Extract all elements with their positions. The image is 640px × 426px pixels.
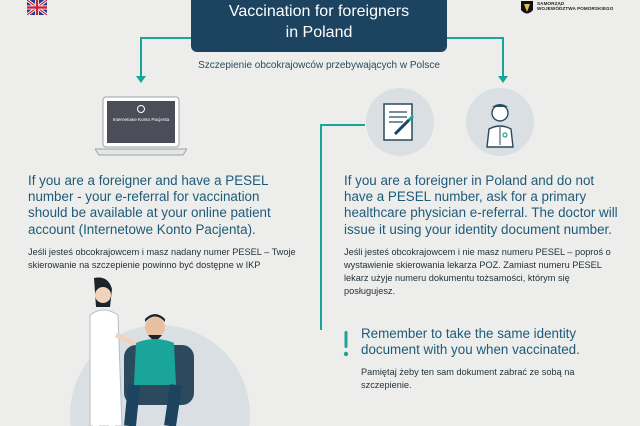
page-subtitle: Szczepienie obcokrajowców przebywających w Polsce: [198, 60, 440, 71]
pesel-holder-heading: If you are a foreigner and have a PESEL number - your e-referral for vaccination should be available at your online patient account (Internetowe Konto Pacjenta).: [28, 173, 271, 237]
regional-logo-text: SAMORZĄD WOJEWÓDZTWA POMORSKIEGO: [537, 1, 614, 12]
pesel-holder-polish-text: Jeśli jesteś obcokrajowcem i masz nadany numer PESEL – Twoje skierowanie na szczepienie powinno być dostępne w IKP: [28, 247, 296, 270]
vaccination-scene-illustration: [60, 275, 260, 426]
reminder-polish-text: Pamiętaj żeby ten sam dokument zabrać ze sobą na szczepienie.: [361, 367, 575, 390]
laptop-icon: [95, 95, 187, 159]
exclamation-icon: [341, 330, 351, 358]
referral-document-icon: [365, 87, 435, 157]
no-pesel-heading: If you are a foreigner in Poland and do not have a PESEL number, ask for a primary healthcare physician e-referral. The doctor will issue it using your identity document number.: [344, 173, 618, 237]
reminder-heading: Remember to take the same identity document with you when vaccinated.: [361, 326, 580, 358]
no-pesel-polish-text: Jeśli jesteś obcokrajowcem i nie masz numeru PESEL – poproś o wystawienie skierowania lekarza POZ. Zamiast numeru PESEL lekarz użyje numeru dokumentu tożsamości, którym się posługujesz.: [344, 247, 611, 296]
doctor-icon: [465, 87, 535, 157]
laptop-screen-label: Internetowe Konto Pacjenta: [112, 117, 170, 122]
page-title: Vaccination for foreigners in Poland: [228, 3, 410, 41]
